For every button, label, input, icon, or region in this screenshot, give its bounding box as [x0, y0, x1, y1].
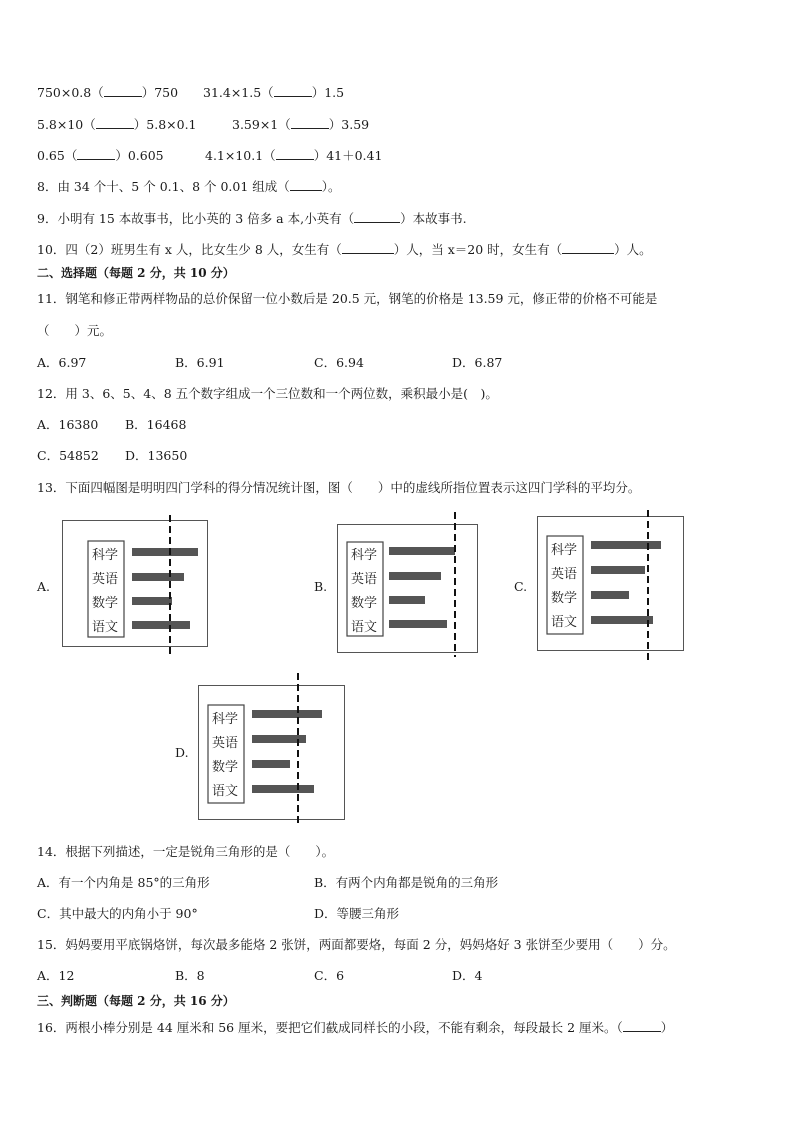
question-10: [37, 241, 652, 258]
subject-label: 科学: [212, 712, 239, 727]
section-heading-choice: 二、选择题（每题 2 分，共 10 分）: [37, 266, 235, 280]
figure-c-chart: [537, 510, 687, 660]
compare-row-1b: [203, 84, 344, 101]
option-b[interactable]: B．16468: [125, 417, 187, 432]
subject-label: 数学: [92, 596, 119, 611]
answer-blank[interactable]: [562, 241, 614, 254]
question-14: 14．根据下列描述，一定是锐角三角形的是（ ）。: [37, 844, 335, 859]
compare-2a: 5.8×10（: [37, 117, 96, 132]
option-b[interactable]: B．6.91: [175, 355, 225, 370]
question-10-part3: ）人。: [614, 242, 652, 257]
answer-blank[interactable]: [290, 178, 322, 191]
bar-english: [389, 572, 441, 580]
bar-science: [591, 541, 661, 549]
question-16-text: 16．两根小棒分别是 44 厘米和 56 厘米，要把它们截成同样长的小段，不能有剩余，每段最长 2 厘米。（: [37, 1020, 623, 1035]
compare-row-2: [37, 116, 197, 133]
answer-blank[interactable]: [96, 116, 134, 129]
subject-label: 英语: [551, 567, 578, 582]
option-c[interactable]: C．6.94: [314, 355, 364, 370]
option-a[interactable]: A．12: [37, 968, 75, 983]
bar-chinese: [389, 620, 447, 628]
subject-label: 语文: [92, 620, 119, 635]
subject-label: 数学: [351, 596, 378, 611]
compare-row-1: [37, 84, 178, 101]
compare-2a-end: ）5.8×0.1: [133, 117, 197, 132]
question-11-line1: 11．钢笔和修正带两样物品的总价保留一位小数后是 20.5 元，钢笔的价格是 13.59 元，修正带的价格不可能是: [37, 291, 658, 306]
compare-row-2b: [232, 116, 369, 133]
compare-3b: 4.1×10.1（: [205, 148, 276, 163]
question-8-text: 8．由 34 个十、5 个 0.1、8 个 0.01 组成（: [37, 179, 290, 194]
answer-blank[interactable]: [274, 84, 312, 97]
subject-label: 语文: [212, 784, 239, 799]
answer-blank[interactable]: [104, 84, 142, 97]
question-8: [37, 178, 341, 195]
compare-row-3b: [205, 147, 382, 164]
question-10-part1: 10．四（2）班男生有 x 人，比女生少 8 人，女生有（: [37, 242, 342, 257]
subject-label: 语文: [551, 615, 578, 630]
figure-b-chart: [337, 512, 482, 657]
subject-label: 语文: [351, 620, 378, 635]
answer-blank[interactable]: [354, 210, 400, 223]
option-d[interactable]: D．13650: [125, 448, 188, 463]
bar-chinese: [132, 621, 190, 629]
compare-1b-end: ）1.5: [311, 85, 345, 100]
option-d[interactable]: D．6.87: [452, 355, 503, 370]
question-11-line2: （ ）元。: [37, 323, 113, 338]
bar-science: [132, 548, 198, 556]
compare-3a-end: ）0.605: [115, 148, 164, 163]
question-16-end: ）: [660, 1020, 674, 1035]
bar-math: [591, 591, 629, 599]
compare-2b-end: ）3.59: [328, 117, 370, 132]
answer-blank[interactable]: [342, 241, 394, 254]
option-d[interactable]: D．等腰三角形: [314, 906, 400, 921]
option-c[interactable]: C．6: [314, 968, 345, 983]
figure-a-label[interactable]: A.: [37, 579, 51, 594]
question-13: 13．下面四幅图是明明四门学科的得分情况统计图，图（ ）中的虚线所指位置表示这四门学科的平均分。: [37, 480, 641, 495]
compare-1b: 31.4×1.5（: [203, 85, 274, 100]
figure-a-chart: [62, 515, 212, 655]
subject-label: 英语: [92, 572, 119, 587]
answer-blank[interactable]: [291, 116, 329, 129]
bar-science: [389, 547, 455, 555]
bar-math: [252, 760, 290, 768]
option-c[interactable]: C．54852: [37, 448, 99, 463]
question-9-end: ）本故事书.: [400, 211, 467, 226]
subject-label: 科学: [551, 543, 578, 558]
question-9: [37, 210, 467, 227]
answer-blank[interactable]: [77, 147, 115, 160]
question-8-end: ）。: [321, 179, 341, 194]
option-d[interactable]: D．4: [452, 968, 483, 983]
bar-chinese: [252, 785, 314, 793]
answer-blank[interactable]: [623, 1019, 661, 1032]
compare-3b-end: ）41＋0.41: [313, 148, 383, 163]
bar-science: [252, 710, 322, 718]
figure-d-chart: [198, 673, 348, 823]
subject-label: 英语: [212, 736, 239, 751]
section-heading-judgement: 三、判断题（每题 2 分，共 16 分）: [37, 994, 235, 1008]
compare-2b: 3.59×1（: [232, 117, 291, 132]
question-12: 12．用 3、6、5、4、8 五个数字组成一个三位数和一个两位数，乘积最小是( )。: [37, 386, 498, 401]
option-a[interactable]: A．有一个内角是 85°的三角形: [37, 875, 210, 890]
answer-blank[interactable]: [276, 147, 314, 160]
compare-row-3: [37, 147, 164, 164]
compare-1a-end: ）750: [141, 85, 179, 100]
option-c[interactable]: C．其中最大的内角小于 90°: [37, 906, 198, 921]
compare-3a: 0.65（: [37, 148, 78, 163]
bar-math: [389, 596, 425, 604]
figure-b-label[interactable]: B.: [314, 579, 328, 594]
question-16: [37, 1019, 673, 1036]
option-a[interactable]: A．16380: [37, 417, 99, 432]
option-a[interactable]: A．6.97: [37, 355, 87, 370]
bar-math: [132, 597, 172, 605]
bar-english: [591, 566, 645, 574]
bar-english: [132, 573, 184, 581]
option-b[interactable]: B．有两个内角都是锐角的三角形: [314, 875, 499, 890]
subject-label: 科学: [351, 548, 378, 563]
question-9-text: 9．小明有 15 本故事书，比小英的 3 倍多 a 本,小英有（: [37, 211, 355, 226]
option-b[interactable]: B．8: [175, 968, 205, 983]
subject-label: 数学: [551, 591, 578, 606]
subject-label: 科学: [92, 548, 119, 563]
figure-c-label[interactable]: C.: [514, 579, 528, 594]
subject-label: 数学: [212, 760, 239, 775]
figure-d-label[interactable]: D.: [175, 745, 189, 760]
subject-label: 英语: [351, 572, 378, 587]
compare-1a: 750×0.8（: [37, 85, 104, 100]
bar-chinese: [591, 616, 653, 624]
question-15: 15．妈妈要用平底锅烙饼，每次最多能烙 2 张饼，两面都要烙，每面 2 分，妈妈烙好 3 张饼至少要用（ ）分。: [37, 937, 676, 952]
question-10-part2: ）人，当 x＝20 时，女生有（: [393, 242, 563, 257]
